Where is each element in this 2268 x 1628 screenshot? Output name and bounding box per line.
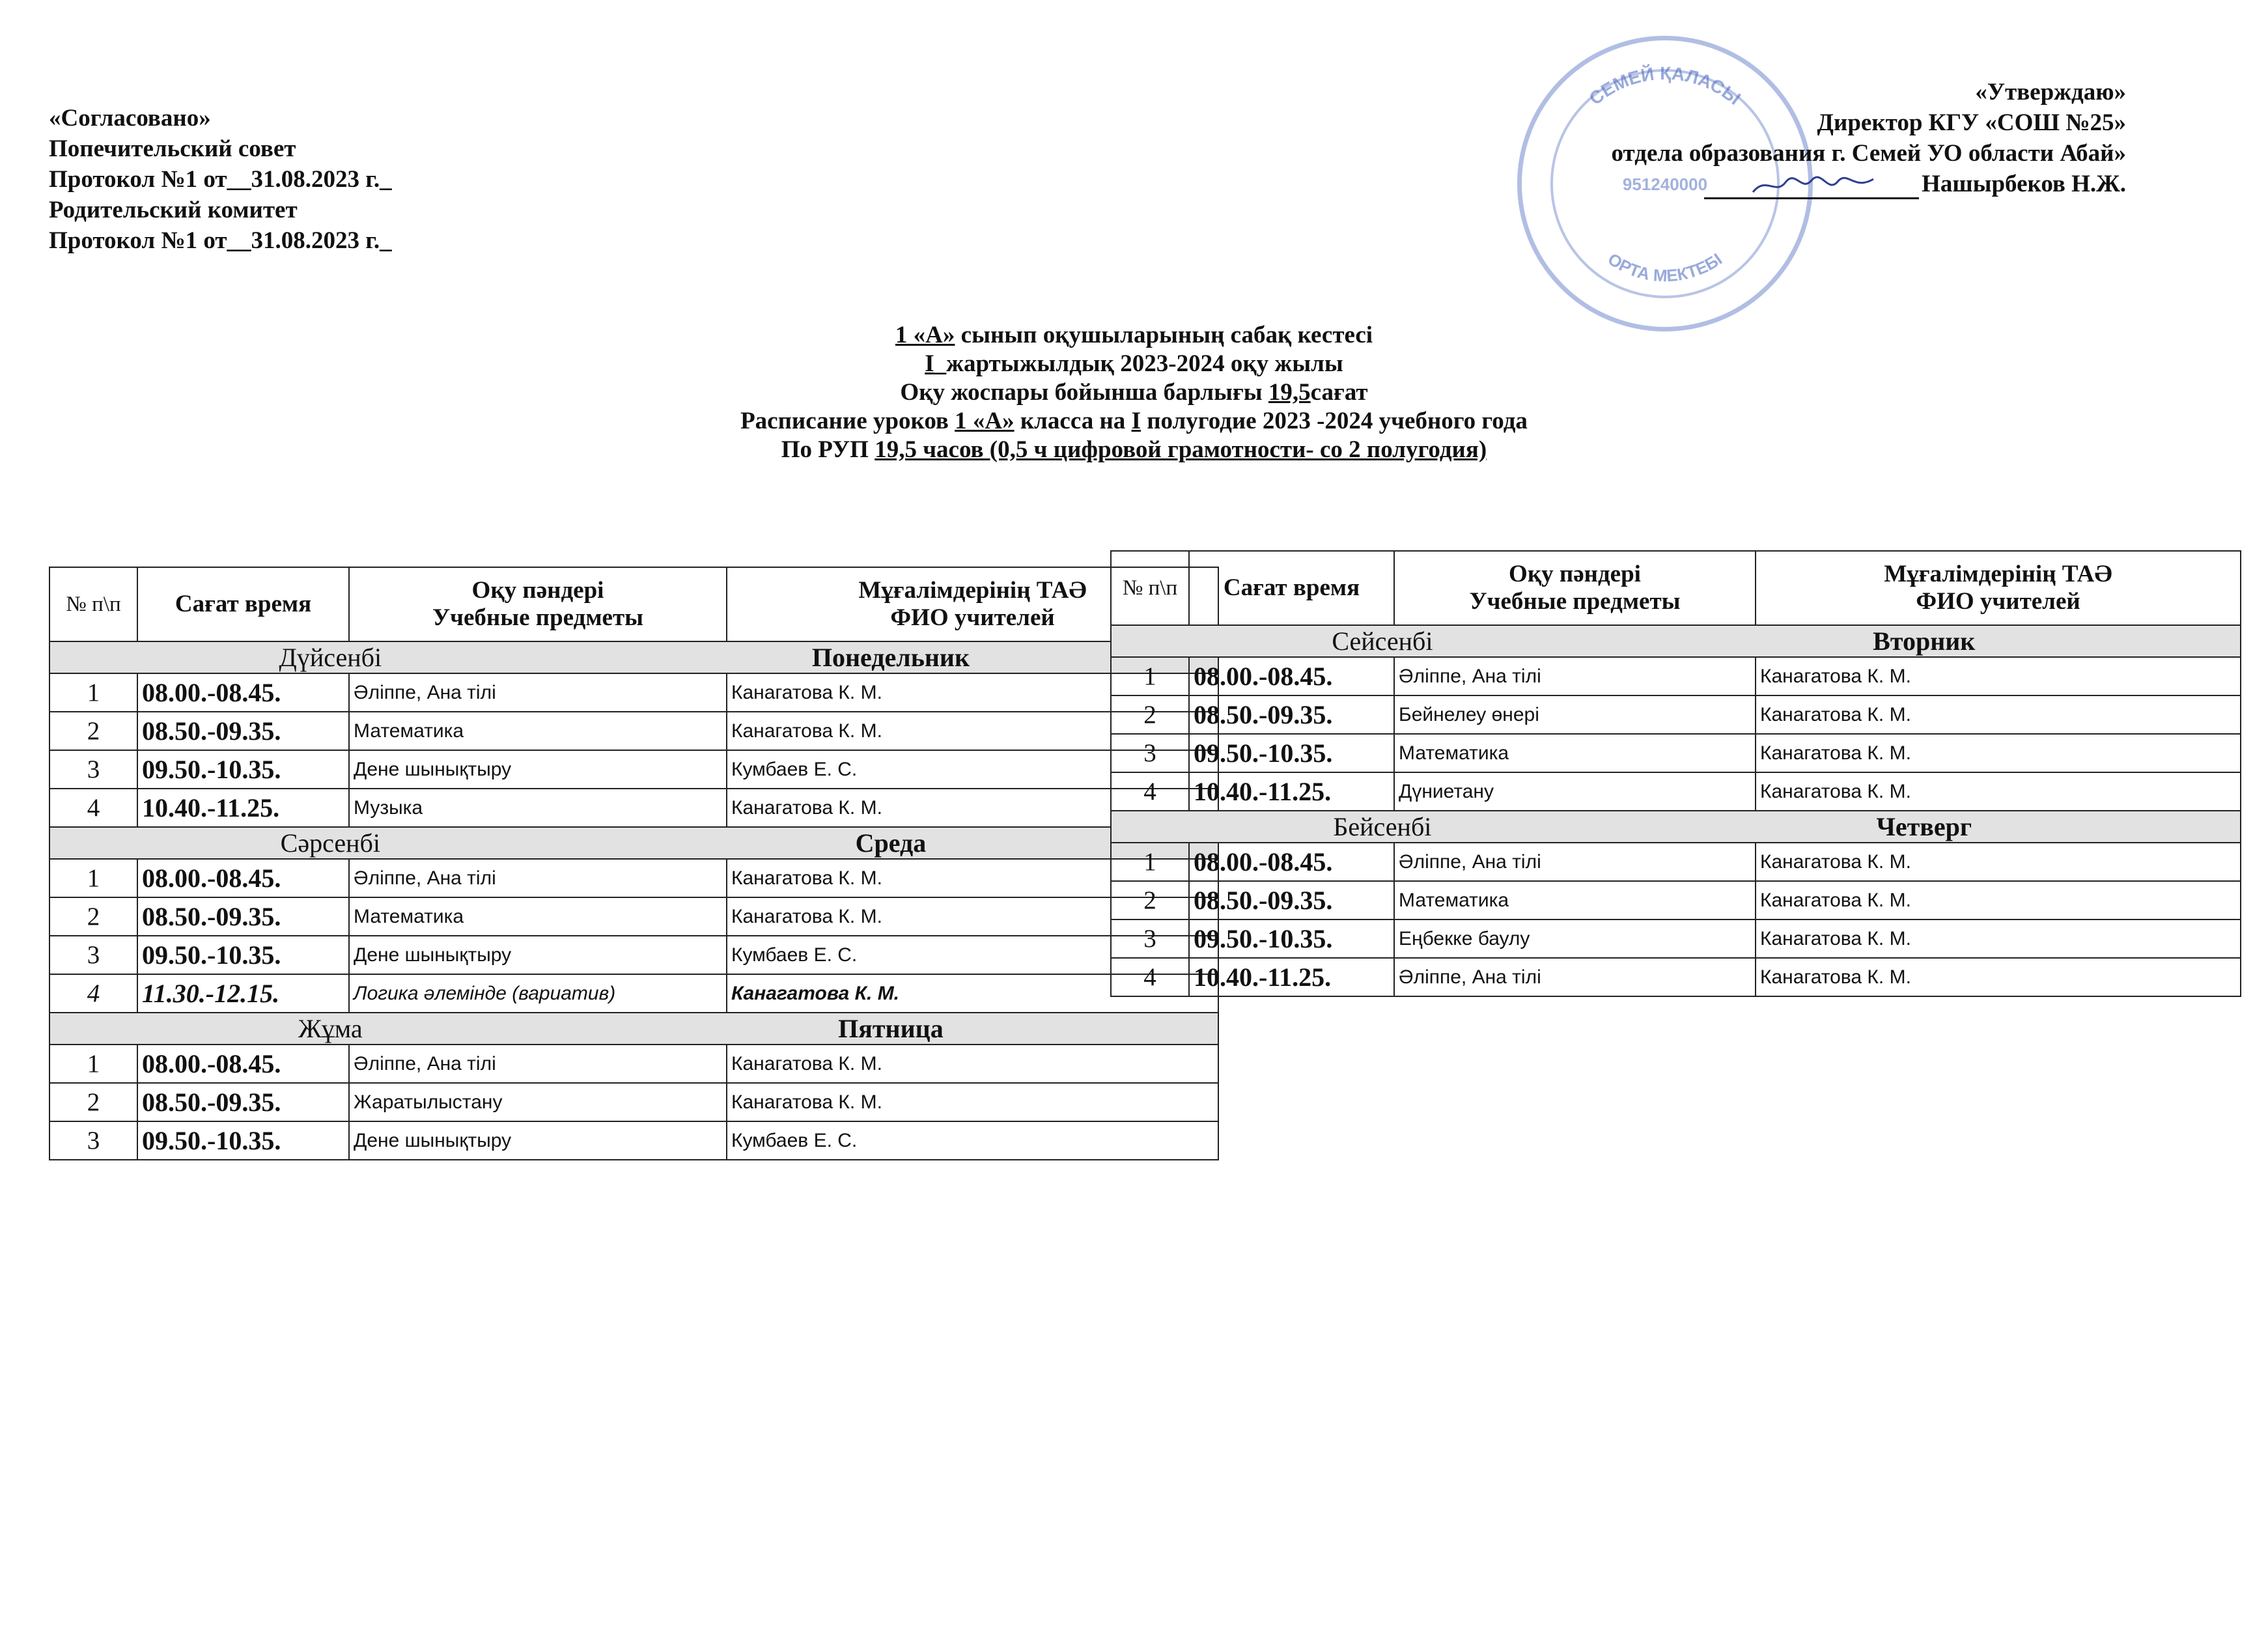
lesson-number: 2 — [49, 1083, 137, 1121]
day-header-row — [49, 827, 1218, 859]
lesson-teacher: Канагатова К. М. — [727, 974, 1218, 1013]
lesson-time: 08.50.-09.35. — [137, 897, 349, 936]
lesson-time: 10.40.-11.25. — [137, 789, 349, 827]
lesson-subject: Дене шынықтыру — [349, 1121, 727, 1160]
header-subject-kz: Оқу пәндері — [1509, 561, 1641, 587]
header-teacher-kz: Мұғалімдерінің ТАӘ — [858, 577, 1087, 604]
title-text: класса на — [1014, 408, 1132, 434]
lesson-number: 1 — [1111, 657, 1189, 695]
lesson-subject: Еңбекке баулу — [1394, 919, 1756, 958]
document-titles — [0, 321, 2268, 464]
lesson-row — [49, 1121, 1218, 1160]
lesson-time: 08.00.-08.45. — [137, 1045, 349, 1083]
lesson-subject: Дене шынықтыру — [349, 750, 727, 789]
lesson-subject: Әліппе, Ана тілі — [349, 859, 727, 897]
approval-left-line: Протокол №1 от__31.08.2023 г._ — [49, 166, 392, 193]
lesson-time: 09.50.-10.35. — [1189, 919, 1394, 958]
lesson-time: 08.00.-08.45. — [1189, 843, 1394, 881]
lesson-time: 08.00.-08.45. — [137, 859, 349, 897]
day-name-ru: Понедельник — [811, 643, 970, 672]
lesson-teacher: Канагатова К. М. — [1756, 843, 2241, 881]
lesson-time: 09.50.-10.35. — [137, 936, 349, 974]
lesson-teacher: Канагатова К. М. — [1756, 881, 2241, 919]
day-header-row — [1111, 811, 2241, 843]
lesson-subject: Әліппе, Ана тілі — [1394, 958, 1756, 996]
approval-left-line: Родительский комитет — [49, 197, 298, 223]
title-text: _жартыжылдық 2023-2024 оқу жылы — [934, 350, 1343, 377]
table-header-row — [1111, 551, 2241, 625]
lesson-row — [49, 974, 1218, 1013]
day-name-ru: Среда — [855, 828, 927, 858]
title-text: Расписание уроков — [740, 408, 955, 434]
lesson-number: 3 — [1111, 734, 1189, 772]
title-text: полугодие 2023 -2024 учебного года — [1140, 408, 1528, 434]
lesson-teacher: Канагатова К. М. — [1756, 657, 2241, 695]
lesson-row — [49, 673, 1218, 712]
day-header-row — [49, 641, 1218, 673]
header-teacher-ru: ФИО учителей — [1916, 588, 2080, 615]
header-subject-ru: Учебные предметы — [1469, 588, 1681, 615]
day-name-ru: Четверг — [1876, 812, 1972, 841]
stamp-text-top: СЕМЕЙ ҚАЛАСЫ — [1585, 63, 1744, 109]
title-half: І — [925, 350, 934, 377]
day-header-row — [49, 1013, 1218, 1045]
approval-right-line: «Утверждаю» — [1975, 79, 2126, 105]
title-line-1 — [0, 321, 2268, 350]
day-name-kz: Бейсенбі — [1333, 812, 1432, 841]
schedule-table-right — [1110, 550, 2241, 997]
lesson-subject: Математика — [349, 897, 727, 936]
header-subject-ru: Учебные предметы — [432, 604, 644, 631]
header-num: № п\п — [49, 567, 137, 641]
title-text: Оқу жоспары бойынша барлығы — [900, 379, 1268, 406]
lesson-subject: Логика әлемінде (вариатив) — [349, 974, 727, 1013]
lesson-row — [49, 712, 1218, 750]
header-teacher-ru: ФИО учителей — [890, 604, 1055, 631]
header-subject-kz: Оқу пәндері — [471, 577, 604, 604]
lesson-subject: Математика — [1394, 881, 1756, 919]
header-subject — [1394, 551, 1756, 625]
header-teacher-kz: Мұғалімдерінің ТАӘ — [1884, 561, 2112, 587]
lesson-teacher: Кумбаев Е. С. — [727, 936, 1218, 974]
lesson-number: 2 — [1111, 881, 1189, 919]
lesson-time: 10.40.-11.25. — [1189, 772, 1394, 811]
approval-signature-line — [1612, 169, 2126, 199]
svg-text:ОРТА МЕКТЕБІ — [1604, 249, 1726, 285]
lesson-row — [1111, 919, 2241, 958]
approval-right-block — [1612, 77, 2126, 199]
lesson-teacher: Канагатова К. М. — [727, 712, 1218, 750]
day-name-kz: Дүйсенбі — [279, 643, 382, 672]
lesson-row — [49, 750, 1218, 789]
lesson-teacher: Канагатова К. М. — [727, 1083, 1218, 1121]
title-text: сағат — [1310, 379, 1368, 406]
lesson-row — [49, 859, 1218, 897]
lesson-number: 1 — [49, 1045, 137, 1083]
table-header-row — [49, 567, 1218, 641]
day-header-cell — [49, 1013, 1218, 1045]
header-num: № п\п — [1111, 551, 1189, 625]
title-class: 1 «А» — [895, 322, 955, 348]
title-half: I — [1131, 408, 1141, 434]
approval-right-line: Директор КГУ «СОШ №25» — [1817, 109, 2126, 136]
lesson-teacher: Канагатова К. М. — [1756, 958, 2241, 996]
lesson-teacher: Канагатова К. М. — [727, 673, 1218, 712]
lesson-time: 08.00.-08.45. — [1189, 657, 1394, 695]
lesson-number: 1 — [49, 859, 137, 897]
lesson-number: 3 — [49, 936, 137, 974]
lesson-number: 4 — [49, 789, 137, 827]
stamp-text-mid: 951240000 — [1622, 175, 1708, 194]
lesson-subject: Музыка — [349, 789, 727, 827]
lesson-time: 08.50.-09.35. — [137, 712, 349, 750]
title-text: сынып оқушыларының сабақ кестесі — [955, 322, 1373, 348]
lesson-subject: Бейнелеу өнері — [1394, 695, 1756, 734]
lesson-row — [49, 1045, 1218, 1083]
lesson-row — [49, 897, 1218, 936]
day-name-kz: Сәрсенбі — [280, 828, 380, 858]
lesson-time: 08.00.-08.45. — [137, 673, 349, 712]
lesson-teacher: Кумбаев Е. С. — [727, 1121, 1218, 1160]
title-line-5 — [0, 436, 2268, 464]
title-rup: 19,5 часов (0,5 ч цифровой грамотности- со 2 полугодия) — [875, 436, 1487, 463]
approval-right-line: отдела образования г. Семей УО области Абай» — [1611, 140, 2126, 167]
lesson-time: 09.50.-10.35. — [137, 750, 349, 789]
approval-left-line: Попечительский совет — [49, 135, 296, 162]
lesson-number: 4 — [49, 974, 137, 1013]
lesson-number: 1 — [49, 673, 137, 712]
schedule-table-left — [49, 567, 1219, 1160]
lesson-time: 08.50.-09.35. — [137, 1083, 349, 1121]
lesson-number: 1 — [1111, 843, 1189, 881]
day-name-kz: Сейсенбі — [1332, 626, 1433, 656]
header-time: Сағат время — [137, 567, 349, 641]
title-text: По РУП — [781, 436, 875, 463]
title-line-4 — [0, 407, 2268, 436]
day-header-cell — [1111, 625, 2241, 657]
lesson-teacher: Канагатова К. М. — [727, 789, 1218, 827]
lesson-subject: Жаратылыстану — [349, 1083, 727, 1121]
day-header-cell — [49, 827, 1218, 859]
lesson-teacher: Канагатова К. М. — [1756, 772, 2241, 811]
lesson-row — [1111, 695, 2241, 734]
lesson-time: 09.50.-10.35. — [1189, 734, 1394, 772]
lesson-teacher: Кумбаев Е. С. — [727, 750, 1218, 789]
lesson-subject: Әліппе, Ана тілі — [1394, 657, 1756, 695]
lesson-subject: Әліппе, Ана тілі — [1394, 843, 1756, 881]
lesson-teacher: Канагатова К. М. — [727, 1045, 1218, 1083]
lesson-time: 09.50.-10.35. — [137, 1121, 349, 1160]
lesson-subject: Дүниетану — [1394, 772, 1756, 811]
day-name-kz: Жұма — [298, 1014, 363, 1043]
lesson-subject: Әліппе, Ана тілі — [349, 1045, 727, 1083]
lesson-teacher: Канагатова К. М. — [727, 859, 1218, 897]
lesson-row — [49, 789, 1218, 827]
day-name-ru: Пятница — [838, 1014, 944, 1043]
header-subject — [349, 567, 727, 641]
lesson-number: 4 — [1111, 958, 1189, 996]
handwritten-signature — [1750, 173, 1880, 199]
title-hours: 19,5 — [1268, 379, 1311, 406]
approval-left-block — [49, 103, 392, 256]
lesson-row — [49, 1083, 1218, 1121]
lesson-time: 08.50.-09.35. — [1189, 695, 1394, 734]
lesson-time: 10.40.-11.25. — [1189, 958, 1394, 996]
title-class: 1 «А» — [955, 408, 1015, 434]
lesson-row — [49, 936, 1218, 974]
title-line-3 — [0, 378, 2268, 407]
lesson-number: 3 — [1111, 919, 1189, 958]
signature-field — [1704, 178, 1919, 199]
lesson-time: 08.50.-09.35. — [1189, 881, 1394, 919]
lesson-number: 3 — [49, 1121, 137, 1160]
day-name-ru: Вторник — [1873, 626, 1976, 656]
title-line-2 — [0, 350, 2268, 378]
lesson-row — [1111, 772, 2241, 811]
signatory-name: Нашырбеков Н.Ж. — [1922, 171, 2126, 197]
lesson-teacher: Канагатова К. М. — [1756, 695, 2241, 734]
approval-left-line: «Согласовано» — [49, 105, 211, 132]
day-header-cell — [1111, 811, 2241, 843]
lesson-subject: Математика — [349, 712, 727, 750]
lesson-row — [1111, 657, 2241, 695]
day-header-cell — [49, 641, 1218, 673]
lesson-row — [1111, 734, 2241, 772]
approval-left-line: Протокол №1 от__31.08.2023 г._ — [49, 227, 392, 254]
lesson-row — [1111, 881, 2241, 919]
header-time: Сағат время — [1189, 551, 1394, 625]
lesson-number: 2 — [49, 712, 137, 750]
lesson-number: 3 — [49, 750, 137, 789]
day-header-row — [1111, 625, 2241, 657]
lesson-subject: Математика — [1394, 734, 1756, 772]
stamp-text-bottom: ОРТА МЕКТЕБІ — [1604, 249, 1726, 286]
lesson-row — [1111, 958, 2241, 996]
lesson-time: 11.30.-12.15. — [137, 974, 349, 1013]
header-teacher — [1756, 551, 2241, 625]
lesson-teacher: Канагатова К. М. — [727, 897, 1218, 936]
lesson-number: 2 — [49, 897, 137, 936]
lesson-number: 4 — [1111, 772, 1189, 811]
lesson-subject: Әліппе, Ана тілі — [349, 673, 727, 712]
lesson-subject: Дене шынықтыру — [349, 936, 727, 974]
lesson-teacher: Канагатова К. М. — [1756, 919, 2241, 958]
lesson-row — [1111, 843, 2241, 881]
lesson-number: 2 — [1111, 695, 1189, 734]
lesson-teacher: Канагатова К. М. — [1756, 734, 2241, 772]
